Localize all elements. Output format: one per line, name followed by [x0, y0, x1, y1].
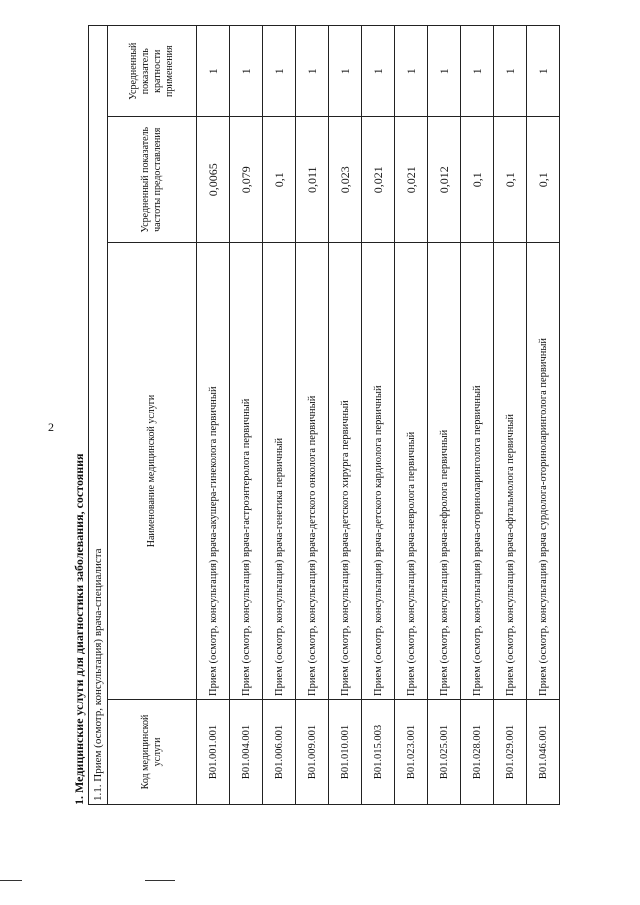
- section-title: 1. Медицинские услуги для диагностики заболевания, состояния: [72, 453, 86, 805]
- cell-frequency: 0,021: [362, 117, 395, 243]
- cell-code: B01.015.003: [362, 699, 395, 804]
- footer-line-mid: [145, 880, 175, 881]
- cell-multiplicity: 1: [296, 26, 329, 117]
- cell-code: B01.009.001: [296, 699, 329, 804]
- cell-name: Прием (осмотр, консультация) врача-детского онколога первичный: [296, 243, 329, 700]
- cell-code: B01.006.001: [263, 699, 296, 804]
- table-row: [461, 26, 494, 805]
- cell-multiplicity: 1: [428, 26, 461, 117]
- rotated-sheet: [70, 25, 610, 805]
- subsection-title: 1.1. Прием (осмотр, консультация) врача-специалиста: [89, 26, 108, 805]
- cell-multiplicity: 1: [230, 26, 263, 117]
- header-code: Код медицинской услуги: [108, 699, 197, 804]
- subsection-row: [89, 26, 108, 805]
- cell-frequency: 0,1: [494, 117, 527, 243]
- cell-code: B01.046.001: [527, 699, 560, 804]
- cell-frequency: 0,1: [527, 117, 560, 243]
- header-frequency: Усредненный показатель частоты предоставления: [108, 117, 197, 243]
- cell-code: B01.001.001: [197, 699, 230, 804]
- cell-name: Прием (осмотр, консультация) врача-гастроэнтеролога первичный: [230, 243, 263, 700]
- table-row: [527, 26, 560, 805]
- cell-multiplicity: 1: [461, 26, 494, 117]
- cell-multiplicity: 1: [527, 26, 560, 117]
- cell-multiplicity: 1: [494, 26, 527, 117]
- cell-code: B01.004.001: [230, 699, 263, 804]
- cell-multiplicity: 1: [329, 26, 362, 117]
- cell-frequency: 0,1: [263, 117, 296, 243]
- cell-name: Прием (осмотр, консультация) врача-офтальмолога первичный: [494, 243, 527, 700]
- cell-code: B01.029.001: [494, 699, 527, 804]
- cell-name: Прием (осмотр, консультация) врача-акушера-гинеколога первичный: [197, 243, 230, 700]
- cell-multiplicity: 1: [263, 26, 296, 117]
- cell-frequency: 0,012: [428, 117, 461, 243]
- footer-line-left: [0, 880, 22, 881]
- cell-name: Прием (осмотр, консультация) врача-детского кардиолога первичный: [362, 243, 395, 700]
- table-row: [395, 26, 428, 805]
- cell-multiplicity: 1: [395, 26, 428, 117]
- table-row: [329, 26, 362, 805]
- table-row: [362, 26, 395, 805]
- cell-frequency: 0,079: [230, 117, 263, 243]
- cell-name: Прием (осмотр, консультация) врача-генетика первичный: [263, 243, 296, 700]
- table-header-row: [108, 26, 197, 805]
- table-row: [296, 26, 329, 805]
- table-row: [494, 26, 527, 805]
- table-row: [263, 26, 296, 805]
- table-row: [197, 26, 230, 805]
- rotated-content: [70, 25, 610, 805]
- cell-frequency: 0,023: [329, 117, 362, 243]
- cell-name: Прием (осмотр, консультация) врача-нефролога первичный: [428, 243, 461, 700]
- cell-name: Прием (осмотр, консультация) врача-оториноларинголога первичный: [461, 243, 494, 700]
- header-multiplicity: Усредненный показатель кратности применения: [108, 26, 197, 117]
- page-number: 2: [48, 420, 54, 434]
- cell-code: B01.023.001: [395, 699, 428, 804]
- cell-frequency: 0,021: [395, 117, 428, 243]
- cell-multiplicity: 1: [197, 26, 230, 117]
- cell-name: Прием (осмотр, консультация) врача-детского хирурга первичный: [329, 243, 362, 700]
- table-row: [230, 26, 263, 805]
- header-name: Наименование медицинской услуги: [108, 243, 197, 700]
- services-table: [88, 25, 560, 805]
- cell-name: Прием (осмотр, консультация) врача-невролога первичный: [395, 243, 428, 700]
- cell-name: Прием (осмотр, консультация) врача сурдолога-оториноларинголога первичный: [527, 243, 560, 700]
- cell-code: B01.010.001: [329, 699, 362, 804]
- cell-multiplicity: 1: [362, 26, 395, 117]
- table-row: [428, 26, 461, 805]
- cell-code: B01.028.001: [461, 699, 494, 804]
- cell-code: B01.025.001: [428, 699, 461, 804]
- cell-frequency: 0,1: [461, 117, 494, 243]
- cell-frequency: 0,011: [296, 117, 329, 243]
- cell-frequency: 0,0065: [197, 117, 230, 243]
